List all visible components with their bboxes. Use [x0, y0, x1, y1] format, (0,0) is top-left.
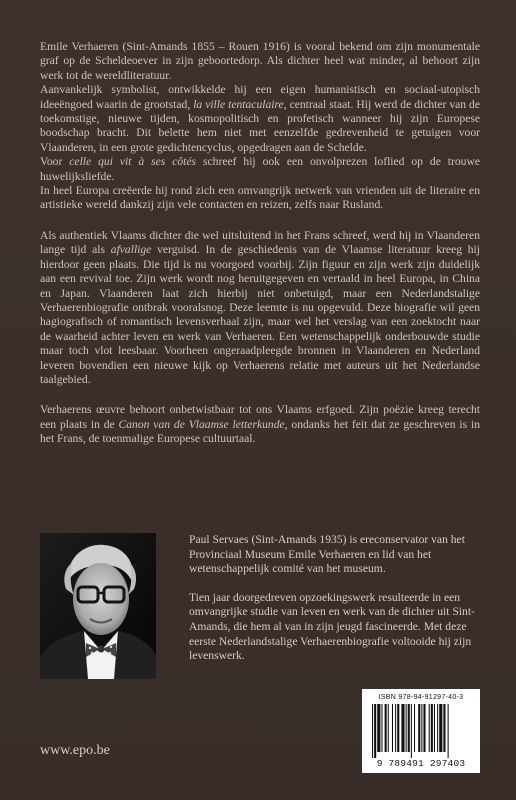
portrait-photo-icon	[40, 533, 156, 679]
isbn-barcode	[362, 689, 480, 773]
blurb-paragraph-4: In heel Europa creëerde hij rond zich een omvangrijk netwerk van vrienden uit de literaire en artistieke wereld dankzij zijn vele contacten en reizen, zelfs naar Rusland.	[40, 184, 480, 212]
blurb-paragraph-3: Voor celle qui vit à ses côtés schreef hij ook een onvolprezen loflied op de trouwe huwelijksliefde.	[40, 155, 480, 183]
blurb-paragraph-2: Aanvankelijk symbolist, ontwikkelde hij een eigen humanistisch en sociaal-utopisch ideeëngoed waarin de grootstad, la ville tentaculaire, centraal staat. Hij werd de dichter van de toekomstige, nieuwe tijden, kosmopolitisch en profetisch wanneer hij zijn Europese boodschap bracht. Dit belette hem niet met eenzelfde gedrevenheid te getuigen voor Vlaanderen, in een grote gedichtencyclus, opgedragen aan de Schelde.	[40, 83, 480, 154]
author-bio	[189, 533, 479, 664]
author-bio-paragraph-1: Paul Servaes (Sint-Amands 1935) is ereconservator van het Provinciaal Museum Emile Verhaeren en lid van het wetenschappelijk comité van het museum.	[189, 533, 465, 576]
blurb-paragraph-6: Verhaerens œuvre behoort onbetwistbaar tot ons Vlaams erfgoed. Zijn poëzie kreeg terecht een plaats in de Canon van de Vlaamse letterkunde, ondanks het feit dat ze geschreven is in het Frans, de toenmalige Europese cultuurtaal.	[40, 403, 480, 446]
book-blurb	[40, 40, 480, 447]
blurb-paragraph-1: Emile Verhaeren (Sint-Amands 1855 – Rouen 1916) is vooral bekend om zijn monumentale graf op de Scheldeoever in zijn geboortedorp. Als dichter heel wat minder, al behoort zijn werk tot de wereldliteratuur.	[40, 40, 480, 82]
isbn-label: ISBN 978-94-91297-40-3	[378, 694, 464, 701]
author-bio-paragraph-2: Tien jaar doorgedreven opzoekingswerk resulteerde in een omvangrijke studie van leven en werk van de dichter uit Sint-Amands, die hem al van in zijn jeugd fascineerde. Met deze eerste Nederlandstalige Verhaerenbiografie voltooide hij zijn levenswerk.	[189, 590, 475, 663]
publisher-website: www.epo.be	[40, 743, 110, 758]
author-photo	[40, 533, 156, 679]
isbn-digits: 9 789491 297403	[376, 758, 466, 769]
blurb-paragraph-5: Als authentiek Vlaams dichter die wel uitsluitend in het Frans schreef, werd hij in Vlaanderen lange tijd als afvallige verguisd. In de geschiedenis van de Vlaamse literatuur kreeg hij hierdoor geen plaats. Die tijd is nu voorgoed voorbij. Zijn figuur en zijn werk zijn duidelijk aan een revival toe. Zijn werk wordt nog heruitgegeven en vertaald in heel Europa, in China en Japan. Vlaanderen laat zich hierbij niet onbetuigd, maar een Nederlandstalige Verhaerenbiografie ontbrak vooralsnog. Deze leemte is nu opgevuld. Deze biografie wil geen hagiografisch of romantisch levensverhaal zijn, maar wel het verslag van een zoektocht naar de waarheid achter leven en werk van Verhaeren. Een wetenschappelijk onderbouwde studie maar toch vlot leesbaar. Voorheen ongeraadpleegde bronnen in Vlaanderen en Nederland leveren bovendien een nieuwe kijk op Verhaerens relatie met auteurs uit het Nederlandse taalgebied.	[40, 228, 480, 386]
barcode-icon	[372, 704, 470, 758]
